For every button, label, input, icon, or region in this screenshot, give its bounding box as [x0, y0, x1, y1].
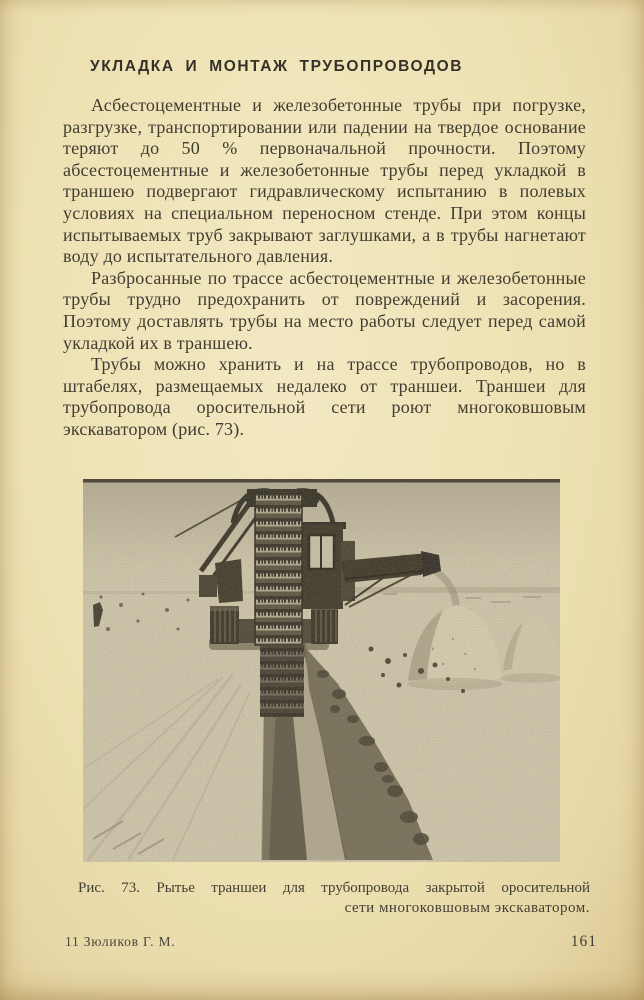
body-text [63, 95, 586, 441]
paragraph: Трубы можно хранить и на трассе трубопроводов, но в штабелях, размещаемых недалеко от траншеи. Траншеи для трубопровода оросительной сети роют многоковшовым экскаватором (рис. 73). [63, 354, 586, 439]
page-number: 161 [570, 933, 597, 950]
page-footer [65, 933, 597, 951]
imprint-text: 11 Зюликов Г. М. [65, 934, 176, 949]
caption-line-2: сети многоковшовым экскаватором. [344, 900, 590, 916]
page-title: УКЛАДКА И МОНТАЖ ТРУБОПРОВОДОВ [90, 58, 464, 75]
paragraph: Разбросанные по трассе асбестоцементные и железобетонные трубы трудно предохранить от повреждений и засорения. Поэтому доставлять трубы на место работы следует перед самой укладкой их в траншею. [63, 267, 586, 353]
paragraph: Асбестоцементные и железобетонные трубы при погрузке, разгрузке, транспортировании или падении на твердое основание теряют до 50 % первоначальной прочности. Поэтому абсестоцементные и железобетонные трубы перед укладкой в траншею подвергают гидравлическому испытанию в полевых условиях на специальном переносном стенде. При этом концы испытываемых труб закрывают заглушками, а в трубы нагнетают воду до испытательного давления. [63, 95, 586, 267]
caption-line-1: Рис. 73. Рытье траншеи для трубопровода закрытой оросительной [78, 880, 590, 896]
trench-excavator-photo [83, 479, 560, 862]
figure-caption [78, 878, 590, 918]
